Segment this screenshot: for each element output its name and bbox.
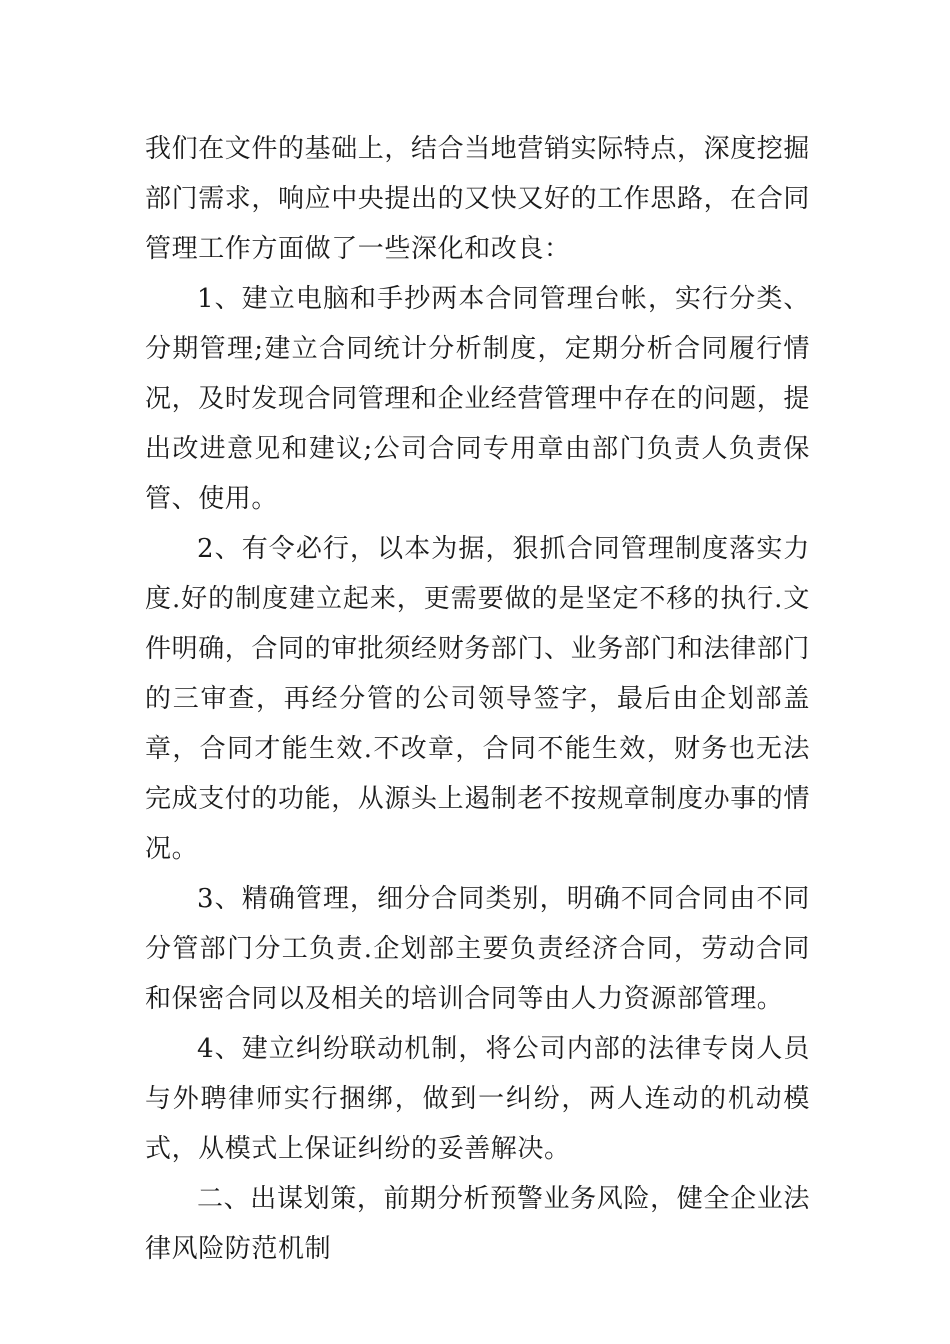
section-heading-2: 二、出谋划策，前期分析预警业务风险，健全企业法律风险防范机制	[145, 1184, 810, 1264]
paragraph-item-4: 4、建立纠纷联动机制，将公司内部的法律专岗人员与外聘律师实行捆绑，做到一纠纷，两人连动的机动模式，从模式上保证纠纷的妥善解决。	[145, 1034, 810, 1164]
paragraph-intro: 我们在文件的基础上，结合当地营销实际特点，深度挖掘部门需求，响应中央提出的又快又好的工作思路，在合同管理工作方面做了一些深化和改良：	[145, 134, 811, 264]
document-body	[145, 124, 810, 1274]
paragraph-item-1: 1、建立电脑和手抄两本合同管理台帐，实行分类、分期管理;建立合同统计分析制度，定期分析合同履行情况，及时发现合同管理和企业经营管理中存在的问题，提出改进意见和建议;公司合同专用章由部门负责人负责保管、使用。	[145, 284, 811, 514]
paragraph-item-3: 3、精确管理，细分合同类别，明确不同合同由不同分管部门分工负责.企划部主要负责经济合同，劳动合同和保密合同以及相关的培训合同等由人力资源部管理。	[145, 884, 810, 1014]
paragraph-item-2: 2、有令必行，以本为据，狠抓合同管理制度落实力度.好的制度建立起来，更需要做的是坚定不移的执行.文件明确，合同的审批须经财务部门、业务部门和法律部门的三审查，再经分管的公司领导签字，最后由企划部盖章，合同才能生效.不改章，合同不能生效，财务也无法完成支付的功能，从源头上遏制老不按规章制度办事的情况。	[145, 534, 811, 864]
